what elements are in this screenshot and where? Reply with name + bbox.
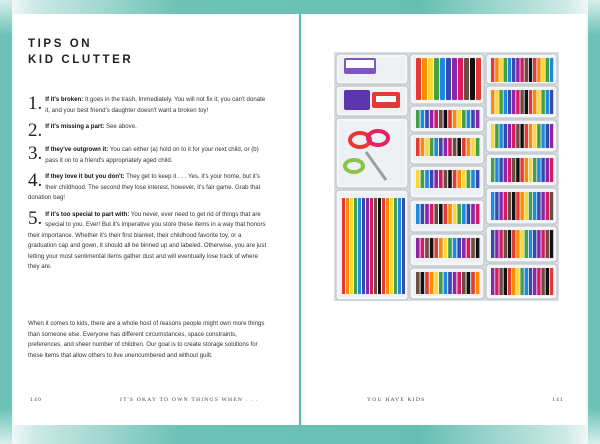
crayon <box>430 272 434 294</box>
crayon <box>444 272 448 294</box>
crayon <box>525 124 528 148</box>
marker <box>476 58 481 100</box>
crayon <box>508 230 511 258</box>
colored-pencil <box>370 198 373 294</box>
colored-pencil <box>402 198 405 294</box>
crayon <box>529 230 532 258</box>
tips-list <box>28 95 268 279</box>
crayon <box>453 238 457 258</box>
crayon <box>491 58 494 82</box>
crayon <box>533 158 536 182</box>
tip-heading: If it's too special to part with: <box>45 210 130 218</box>
crayon <box>529 124 532 148</box>
crayon <box>491 192 494 220</box>
tip-text: See above. <box>104 123 137 130</box>
crayon <box>495 230 498 258</box>
crayon <box>516 230 519 258</box>
crayon <box>467 138 471 156</box>
tip-heading: If they've outgrown it: <box>45 146 109 153</box>
crayon <box>421 138 425 156</box>
crayon <box>546 268 549 295</box>
running-head-left: IT'S OKAY TO OWN THINGS WHEN . . . <box>120 397 259 403</box>
crayon <box>504 268 507 295</box>
crayon <box>537 268 540 295</box>
crayon <box>520 158 523 182</box>
tip-text: They get to keep it . . . Yes, it's your home, but it's their childhood. The second they lose interest, however, it's fair game. Grab that donation bag! <box>28 173 261 201</box>
running-head-right: YOU HAVE KIDS <box>367 397 426 403</box>
crayon <box>467 272 471 294</box>
crayon <box>533 192 536 220</box>
crayon <box>439 272 443 294</box>
crayon <box>491 124 494 148</box>
marker <box>470 58 475 100</box>
crayon <box>444 110 448 128</box>
crayon <box>512 90 515 114</box>
crayon <box>499 230 502 258</box>
crayon <box>444 204 448 224</box>
crayon <box>467 110 471 128</box>
crayon <box>425 138 429 156</box>
crayon <box>448 170 452 188</box>
tip-item <box>28 145 268 166</box>
crayon <box>499 90 502 114</box>
crayon <box>471 204 475 224</box>
crayon <box>425 170 429 188</box>
crayon <box>453 272 457 294</box>
title-line-2: KID CLUTTER <box>28 54 134 66</box>
crayon <box>448 272 452 294</box>
tip-number: 4. <box>28 170 43 191</box>
crayon <box>550 192 553 220</box>
crayon <box>448 204 452 224</box>
crayon <box>448 110 452 128</box>
crayon <box>546 90 549 114</box>
crayon <box>520 124 523 148</box>
crayon <box>546 230 549 258</box>
crayon <box>520 192 523 220</box>
tip-text: You never, ever need to get rid of things that are special to you. Ever! But it's imperative you store these items in a way that honors their importance. Whether it's their first blanket, their childhood favorite toy, or a graduation cap and gown, it should all be binned up and labeled. Otherwise, you are just letting your most sentimental items gather dust and will eventually lose track of where they are. <box>28 210 267 270</box>
crayon <box>467 238 471 258</box>
crayon <box>541 192 544 220</box>
crayon <box>508 124 511 148</box>
crayon <box>512 268 515 295</box>
crayon <box>529 268 532 295</box>
crayon <box>537 192 540 220</box>
crayon <box>457 110 461 128</box>
crayon <box>416 138 420 156</box>
crayon <box>516 90 519 114</box>
crayon <box>525 268 528 295</box>
crayon <box>520 230 523 258</box>
crayon <box>476 204 480 224</box>
crayon <box>512 158 515 182</box>
crayon <box>504 90 507 114</box>
crayon <box>476 138 480 156</box>
organized-drawer-illustration <box>334 52 559 301</box>
tip-heading: If they love it but you don't: <box>45 173 125 180</box>
crayon <box>520 90 523 114</box>
tip-item <box>28 207 268 273</box>
crayon <box>499 268 502 295</box>
crayon <box>495 158 498 182</box>
crayon <box>430 138 434 156</box>
crayon <box>516 192 519 220</box>
title-line-1: TIPS ON <box>28 38 93 50</box>
crayon <box>508 158 511 182</box>
crayon <box>491 158 494 182</box>
marker <box>446 58 451 100</box>
crayon <box>439 170 443 188</box>
crayon <box>471 138 475 156</box>
crayon <box>430 110 434 128</box>
crayon <box>439 238 443 258</box>
crayon <box>491 90 494 114</box>
crayon <box>499 192 502 220</box>
marker <box>464 58 469 100</box>
crayon <box>471 272 475 294</box>
colored-pencil <box>346 198 349 294</box>
crayon <box>425 204 429 224</box>
crayon <box>462 110 466 128</box>
marker <box>434 58 439 100</box>
crayon <box>533 230 536 258</box>
crayon <box>537 158 540 182</box>
crayon <box>533 90 536 114</box>
tip-number: 3. <box>28 143 43 164</box>
crayon <box>457 238 461 258</box>
crayon <box>453 170 457 188</box>
crayon <box>439 110 443 128</box>
crayon <box>541 124 544 148</box>
crayon <box>541 230 544 258</box>
clear-bin <box>336 118 408 188</box>
colored-pencil <box>366 198 369 294</box>
crayon <box>541 268 544 295</box>
crayon <box>495 90 498 114</box>
crayon <box>425 110 429 128</box>
crayon <box>462 170 466 188</box>
crayon <box>495 124 498 148</box>
art-supplies-photo <box>334 52 559 301</box>
crayon <box>453 204 457 224</box>
crayon <box>512 124 515 148</box>
colored-pencil <box>382 198 385 294</box>
crayon <box>550 124 553 148</box>
tip-text: It goes in the trash. Immediately. You will not fix it, you can't donate it, and your best friend's daughter doesn't want a broken toy! <box>45 96 266 114</box>
crayon <box>476 238 480 258</box>
marker <box>416 58 421 100</box>
crayon <box>495 192 498 220</box>
tip-number: 2. <box>28 120 43 141</box>
marker <box>452 58 457 100</box>
crayon <box>533 124 536 148</box>
crayon <box>444 238 448 258</box>
crayon <box>439 138 443 156</box>
crayon <box>508 192 511 220</box>
crayon <box>537 90 540 114</box>
crayon <box>541 58 544 82</box>
crayon <box>533 268 536 295</box>
crayon <box>550 268 553 295</box>
crayon <box>508 58 511 82</box>
colored-pencil <box>350 198 353 294</box>
tip-item <box>28 122 268 139</box>
crayon <box>434 170 438 188</box>
crayon <box>453 138 457 156</box>
crayon <box>434 272 438 294</box>
crayon <box>457 138 461 156</box>
tip-text: You can either (a) hold on to it for your next child, or (b) pass it on to a friend's appropriately aged child. <box>45 146 259 164</box>
crayon <box>434 110 438 128</box>
crayon <box>444 170 448 188</box>
crayon <box>550 58 553 82</box>
marker <box>428 58 433 100</box>
crayon <box>504 192 507 220</box>
body-paragraph: When it comes to kids, there are a whole host of reasons people might own more things than someone else. Everyone has different circumstances, space constraints, preferences, and sheer number of children. Our goal is to create storage solutions for these items that allow others to live unencumbered and without guilt. <box>28 320 265 359</box>
crayon <box>546 158 549 182</box>
crayon <box>457 170 461 188</box>
marker <box>440 58 445 100</box>
crayon <box>504 124 507 148</box>
crayon <box>550 90 553 114</box>
crayon <box>495 58 498 82</box>
crayon <box>516 158 519 182</box>
crayon <box>512 192 515 220</box>
crayon <box>520 58 523 82</box>
crayon <box>421 272 425 294</box>
crayon <box>425 272 429 294</box>
crayon <box>529 90 532 114</box>
crayon <box>541 158 544 182</box>
glue-label <box>376 96 396 102</box>
crayon <box>434 238 438 258</box>
crayon <box>508 90 511 114</box>
crayon <box>537 58 540 82</box>
colored-pencil <box>394 198 397 294</box>
crayon <box>476 170 480 188</box>
crayon <box>525 158 528 182</box>
colored-pencil <box>378 198 381 294</box>
crayon <box>512 230 515 258</box>
crayon <box>457 272 461 294</box>
crayon <box>430 238 434 258</box>
crayon <box>537 230 540 258</box>
crayon <box>520 268 523 295</box>
frame-left-edge <box>0 0 12 444</box>
crayon <box>546 124 549 148</box>
book-gutter <box>296 14 306 425</box>
crayon <box>491 268 494 295</box>
colored-pencil <box>342 198 345 294</box>
crayon <box>529 158 532 182</box>
crayon <box>512 58 515 82</box>
crayon <box>537 124 540 148</box>
crayon <box>471 238 475 258</box>
crayon <box>541 90 544 114</box>
crayon <box>430 204 434 224</box>
tip-number: 5. <box>28 207 43 229</box>
crayon <box>529 192 532 220</box>
page-number-left: 140 <box>30 397 42 403</box>
tip-heading: If it's missing a part: <box>45 123 105 130</box>
crayon <box>416 170 420 188</box>
crayon <box>462 238 466 258</box>
crayon <box>525 192 528 220</box>
crayon <box>499 158 502 182</box>
crayon <box>550 230 553 258</box>
crayon <box>550 158 553 182</box>
crayon <box>504 230 507 258</box>
crayon <box>525 90 528 114</box>
marker <box>422 58 427 100</box>
page-title <box>28 36 133 68</box>
colored-pencil <box>398 198 401 294</box>
tip-item <box>28 95 268 116</box>
crayon <box>439 204 443 224</box>
crayon <box>504 58 507 82</box>
crayon <box>467 204 471 224</box>
crayon <box>516 268 519 295</box>
crayon <box>471 170 475 188</box>
crayon <box>462 204 466 224</box>
crayon <box>416 204 420 224</box>
colored-pencil <box>354 198 357 294</box>
crayon <box>508 268 511 295</box>
crayon <box>453 110 457 128</box>
crayon <box>499 58 502 82</box>
crayon <box>516 58 519 82</box>
crayon <box>434 204 438 224</box>
crayon <box>462 272 466 294</box>
crayon <box>467 170 471 188</box>
crayon <box>516 124 519 148</box>
tip-item <box>28 172 268 204</box>
crayon <box>416 110 420 128</box>
crayon <box>533 58 536 82</box>
crayon <box>504 158 507 182</box>
crayon <box>525 58 528 82</box>
crayon <box>491 230 494 258</box>
crayon <box>416 272 420 294</box>
crayon <box>499 124 502 148</box>
crayon <box>546 192 549 220</box>
crayon <box>425 238 429 258</box>
crayon <box>462 138 466 156</box>
crayon <box>416 238 420 258</box>
colored-pencil <box>362 198 365 294</box>
crayon <box>421 204 425 224</box>
crayon <box>421 110 425 128</box>
crayon <box>421 238 425 258</box>
crayon <box>529 58 532 82</box>
tip-heading: If it's broken: <box>45 96 84 103</box>
page-number-right: 141 <box>552 397 564 403</box>
crayon <box>457 204 461 224</box>
crayon <box>444 138 448 156</box>
marker <box>458 58 463 100</box>
crayon <box>495 268 498 295</box>
crayon <box>448 138 452 156</box>
crayon <box>476 272 480 294</box>
colored-pencil <box>390 198 393 294</box>
crayon <box>421 170 425 188</box>
frame-right-edge <box>588 0 600 444</box>
crayon <box>434 138 438 156</box>
glue-label <box>346 60 374 68</box>
colored-pencil <box>374 198 377 294</box>
crayon <box>471 110 475 128</box>
crayon <box>448 238 452 258</box>
glue-stick <box>344 90 370 110</box>
crayon <box>430 170 434 188</box>
crayon <box>546 58 549 82</box>
colored-pencil <box>358 198 361 294</box>
crayon <box>476 110 480 128</box>
crayon <box>525 230 528 258</box>
tip-number: 1. <box>28 93 43 114</box>
colored-pencil <box>386 198 389 294</box>
